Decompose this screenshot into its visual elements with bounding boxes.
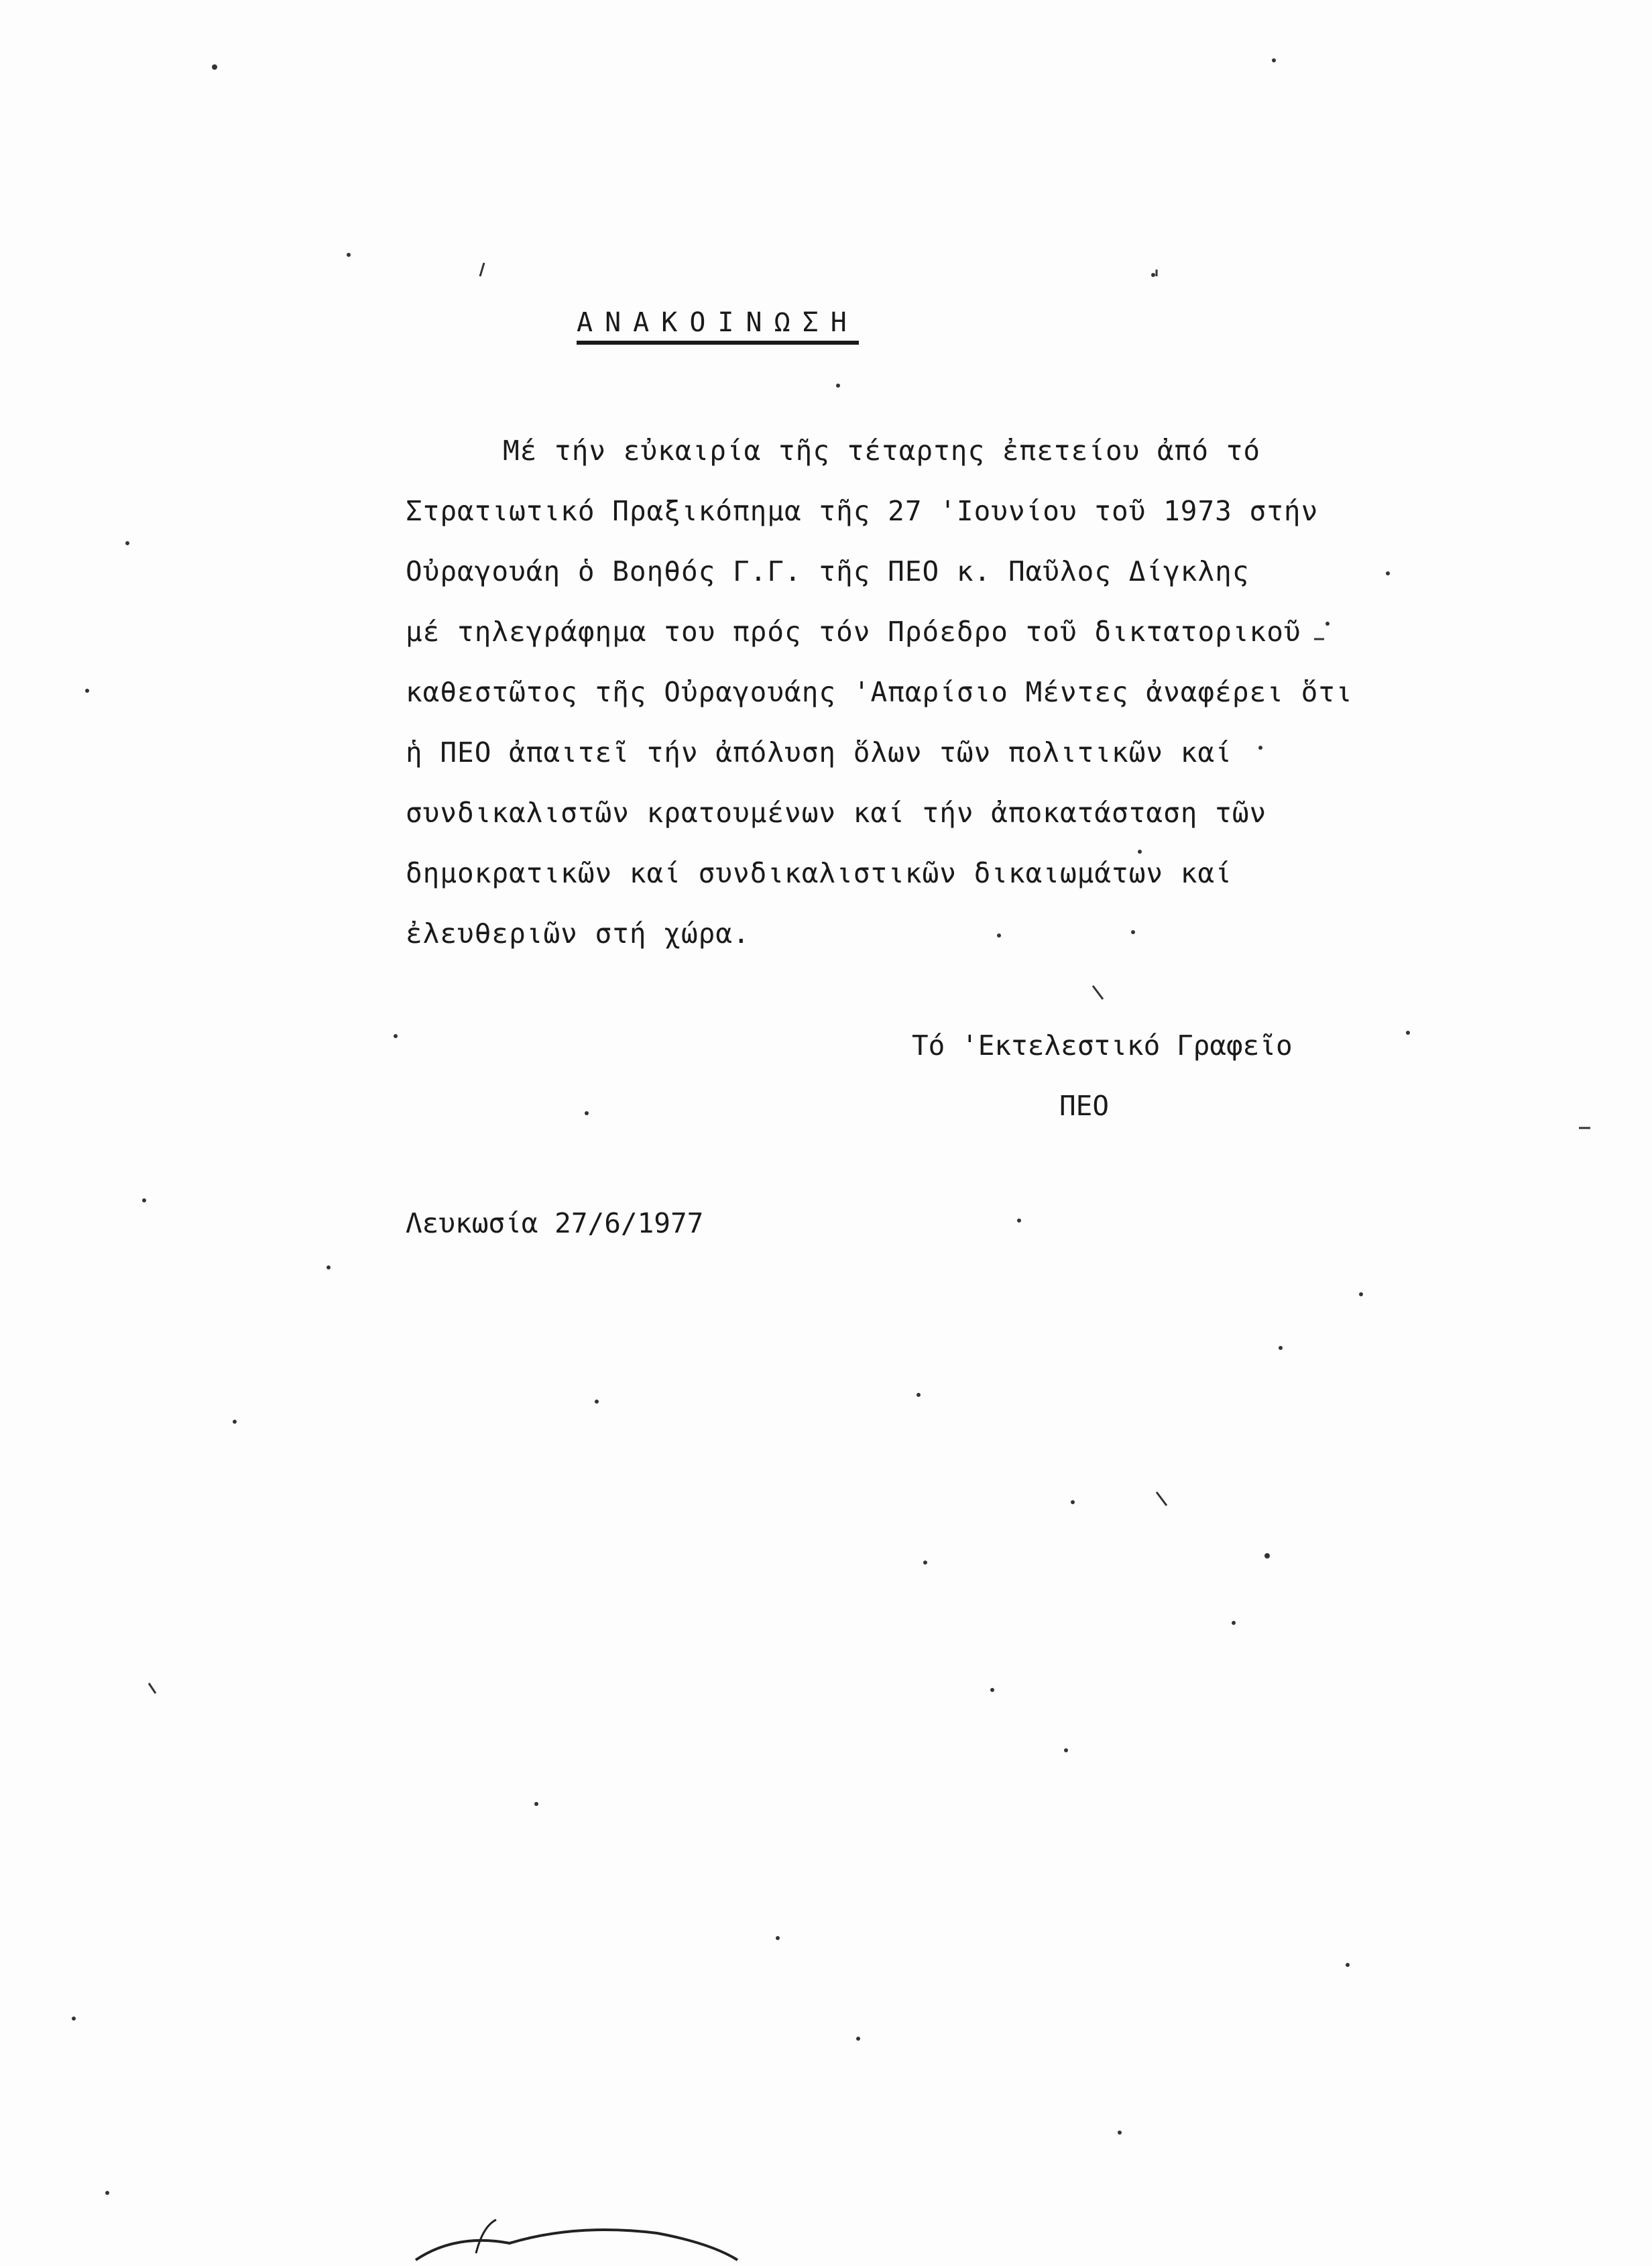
body-line-4: μέ τηλεγράφημα του πρός τόν Πρόεδρο τοῦ δικτατορικοῦ [406,616,1301,648]
body-line-9: ἐλευθεριῶν στή χώρα. [406,917,750,950]
body-line-8: δημοκρατικῶν καί συνδικαλιστικῶν δικαιωμάτων καί [406,857,1232,889]
signature-organization: ΠΕΟ [1059,1090,1110,1122]
body-line-7: συνδικαλιστῶν κρατουμένων καί τήν ἀποκατάσταση τῶν [406,797,1267,829]
body-line-5: καθεστῶτος τῆς Οὐραγουάης 'Απαρίσιο Μέντες ἀναφέρει ὅτι [406,676,1353,708]
handwritten-mark [375,2206,751,2266]
body-line-1: Μέ τήν εὐκαιρία τῆς τέταρτης ἐπετείου ἀπό τό [503,435,1261,467]
document-title: ΑΝΑΚΟΙΝΩΣΗ [577,307,859,345]
body-line-6: ἡ ΠΕΟ ἀπαιτεῖ τήν ἀπόλυση ὅλων τῶν πολιτικῶν καί [406,736,1232,769]
date-line: Λευκωσία 27/6/1977 [406,1207,704,1239]
body-line-2: Στρατιωτικό Πραξικόπημα τῆς 27 'Ιουνίου τοῦ 1973 στήν [406,495,1319,527]
signature-line: Τό 'Εκτελεστικό Γραφεῖο [912,1029,1293,1062]
body-line-3: Οὐραγουάη ὁ Βοηθός Γ.Γ. τῆς ΠΕΟ κ. Παῦλος Δίγκλης [406,555,1250,587]
